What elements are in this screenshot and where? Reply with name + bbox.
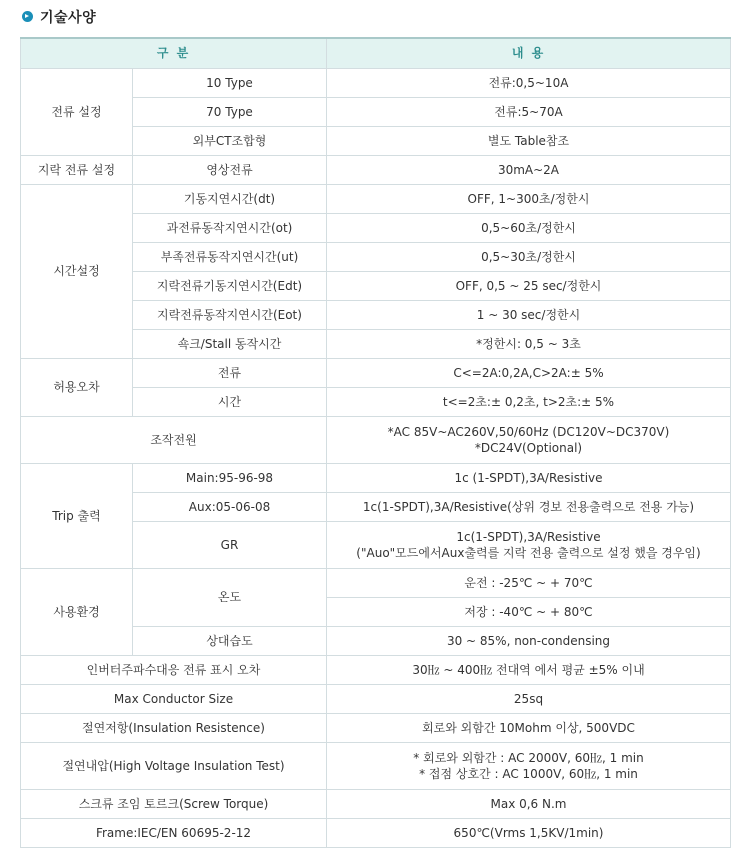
value-cell: 0,5~60초/정한시: [327, 213, 731, 242]
group-inverter: 인버터주파수대응 전류 표시 오차: [21, 655, 327, 684]
value-cell: [327, 742, 731, 789]
table-row: [21, 684, 731, 713]
value-cell: [327, 521, 731, 568]
item-cell: 지락전류기동지연시간(Edt): [133, 271, 327, 300]
group-ground: 지락 전류 설정: [21, 155, 133, 184]
group-insulation: 절연저항(Insulation Resistence): [21, 713, 327, 742]
value-cell: t<=2초:± 0,2초, t>2초:± 5%: [327, 387, 731, 416]
value-line: * 접점 상호간 : AC 1000V, 60㎐, 1 min: [419, 766, 638, 781]
item-cell: 과전류동작지연시간(ot): [133, 213, 327, 242]
value-cell: Max 0,6 N.m: [327, 789, 731, 818]
item-cell: 쇽크/Stall 동작시간: [133, 329, 327, 358]
value-cell: 회로와 외함간 10Mohm 이상, 500VDC: [327, 713, 731, 742]
value-line: *AC 85V~AC260V,50/60Hz (DC120V~DC370V): [387, 424, 670, 439]
item-cell: 10 Type: [133, 68, 327, 97]
value-cell: 1c (1-SPDT),3A/Resistive: [327, 463, 731, 492]
value-cell: 운전 : -25℃ ~ + 70℃: [327, 568, 731, 597]
value-cell: 30㎐ ~ 400㎐ 전대역 에서 평균 ±5% 이내: [327, 655, 731, 684]
group-current: 전류 설정: [21, 68, 133, 155]
table-row: [21, 155, 731, 184]
table-row: [21, 463, 731, 492]
group-tolerance: 허용오차: [21, 358, 133, 416]
value-cell: 1 ~ 30 sec/정한시: [327, 300, 731, 329]
item-cell: 지락전류동작지연시간(Eot): [133, 300, 327, 329]
value-cell: 650℃(Vrms 1,5KV/1min): [327, 818, 731, 847]
group-env: 사용환경: [21, 568, 133, 655]
value-cell: 1c(1-SPDT),3A/Resistive(상위 경보 전용출력으로 전용 가능): [327, 492, 731, 521]
value-cell: 전류:0,5~10A: [327, 68, 731, 97]
value-line: 1c(1-SPDT),3A/Resistive: [456, 529, 601, 544]
group-conductor: Max Conductor Size: [21, 684, 327, 713]
value-cell: OFF, 0,5 ~ 25 sec/정한시: [327, 271, 731, 300]
item-cell: Main:95-96-98: [133, 463, 327, 492]
value-cell: 30 ~ 85%, non-condensing: [327, 626, 731, 655]
value-cell: 전류:5~70A: [327, 97, 731, 126]
table-row: [21, 713, 731, 742]
value-cell: [327, 416, 731, 463]
section-header: [0, 0, 752, 34]
table-row: [21, 789, 731, 818]
table-row: [21, 68, 731, 97]
item-cell: Aux:05-06-08: [133, 492, 327, 521]
item-cell: 전류: [133, 358, 327, 387]
value-cell: *정한시: 0,5 ~ 3초: [327, 329, 731, 358]
table-row: [21, 358, 731, 387]
value-cell: 25sq: [327, 684, 731, 713]
value-cell: C<=2A:0,2A,C>2A:± 5%: [327, 358, 731, 387]
spec-table: [20, 37, 731, 848]
item-cell: 상대습도: [133, 626, 327, 655]
item-cell: 외부CT조합형: [133, 126, 327, 155]
header-content: 내 용: [327, 38, 731, 68]
table-row: [21, 818, 731, 847]
item-cell: 70 Type: [133, 97, 327, 126]
table-row: [21, 416, 731, 463]
value-line: *DC24V(Optional): [474, 440, 583, 455]
value-line: * 회로와 외함간 : AC 2000V, 60㎐, 1 min: [413, 750, 644, 765]
value-cell: 30mA~2A: [327, 155, 731, 184]
value-cell: 저장 : -40℃ ~ + 80℃: [327, 597, 731, 626]
item-cell: GR: [133, 521, 327, 568]
group-trip: Trip 출력: [21, 463, 133, 568]
item-cell: 기동지연시간(dt): [133, 184, 327, 213]
item-cell: 영상전류: [133, 155, 327, 184]
table-row: [21, 568, 731, 597]
item-cell: 온도: [133, 568, 327, 626]
table-row: [21, 184, 731, 213]
group-power: 조작전원: [21, 416, 327, 463]
value-cell: 0,5~30초/정한시: [327, 242, 731, 271]
value-cell: OFF, 1~300초/정한시: [327, 184, 731, 213]
group-hv: 절연내압(High Voltage Insulation Test): [21, 742, 327, 789]
table-header-row: [21, 38, 731, 68]
header-category: 구 분: [21, 38, 327, 68]
table-row: [21, 742, 731, 789]
value-line: ("Auo"모드에서Aux출력를 지락 전용 출력으로 설정 했을 경우임): [356, 545, 701, 560]
group-time: 시간설정: [21, 184, 133, 358]
value-cell: 별도 Table참조: [327, 126, 731, 155]
group-frame: Frame:IEC/EN 60695-2-12: [21, 818, 327, 847]
page-title: 기술사양: [40, 10, 97, 26]
item-cell: 부족전류동작지연시간(ut): [133, 242, 327, 271]
bullet-icon: [22, 11, 33, 22]
group-torque: 스크류 조임 토르크(Screw Torque): [21, 789, 327, 818]
table-row: [21, 655, 731, 684]
item-cell: 시간: [133, 387, 327, 416]
